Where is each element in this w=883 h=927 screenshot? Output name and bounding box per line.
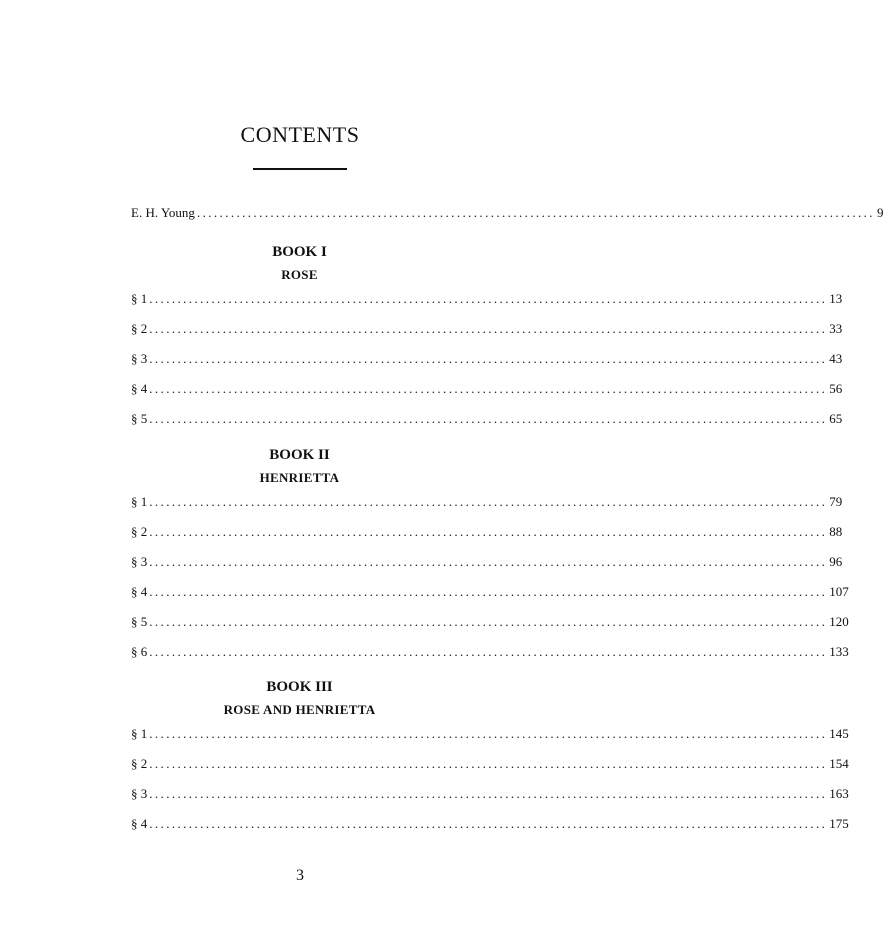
toc-entry[interactable] <box>131 584 849 614</box>
entry-page: 96 <box>829 554 843 569</box>
entry-label: § 5 <box>131 411 148 426</box>
entry-label: § 2 <box>131 321 148 336</box>
toc-entry[interactable] <box>131 524 843 554</box>
dot-leader: ........................................................................................................................ <box>149 321 828 336</box>
dot-leader: ........................................................................................................................ <box>149 816 828 831</box>
toc-entry-intro[interactable] <box>131 205 883 235</box>
entry-page: 9 <box>876 205 883 220</box>
entry-page: 107 <box>829 584 849 599</box>
toc-intro <box>131 205 883 235</box>
title-rule <box>253 168 347 170</box>
toc-entry[interactable] <box>131 614 849 644</box>
book-subtitle: ROSE <box>281 267 318 282</box>
entry-label: § 5 <box>131 614 148 629</box>
entry-label: § 1 <box>131 726 148 741</box>
toc-book-3 <box>131 668 849 846</box>
dot-leader: ........................................................................................................................ <box>149 411 828 426</box>
toc-entry[interactable] <box>131 381 843 411</box>
toc-book-1 <box>131 233 843 441</box>
toc-entry[interactable] <box>131 291 843 321</box>
toc-entry[interactable] <box>131 816 849 846</box>
entry-page: 43 <box>829 351 843 366</box>
dot-leader: ........................................................................................................................ <box>149 351 828 366</box>
entry-label: § 2 <box>131 756 148 771</box>
entry-label: § 3 <box>131 786 148 801</box>
book-heading: BOOK II <box>269 447 330 463</box>
dot-leader: ........................................................................................................................ <box>149 756 828 771</box>
entry-label: § 6 <box>131 644 148 659</box>
entry-label: § 4 <box>131 584 148 599</box>
dot-leader: ........................................................................................................................ <box>149 291 828 306</box>
book-heading: BOOK I <box>272 244 327 260</box>
dot-leader: ........................................................................................................................ <box>149 554 828 569</box>
entry-page: 65 <box>829 411 843 426</box>
page-title: CONTENTS <box>240 122 360 147</box>
book-subtitle: ROSE AND HENRIETTA <box>223 702 376 717</box>
dot-leader: ........................................................................................................................ <box>149 614 828 629</box>
entry-page: 175 <box>829 816 849 831</box>
toc-entry[interactable] <box>131 351 843 381</box>
entry-label: § 3 <box>131 351 148 366</box>
toc-entry[interactable] <box>131 786 849 816</box>
dot-leader: ........................................................................................................................ <box>149 786 828 801</box>
dot-leader: ........................................................................................................................ <box>196 205 875 220</box>
toc-entry[interactable] <box>131 494 843 524</box>
entry-page: 120 <box>829 614 849 629</box>
toc-book-2 <box>131 436 849 674</box>
toc-entry[interactable] <box>131 726 849 756</box>
dot-leader: ........................................................................................................................ <box>149 644 828 659</box>
toc-entry[interactable] <box>131 756 849 786</box>
entry-page: 154 <box>829 756 849 771</box>
dot-leader: ........................................................................................................................ <box>149 494 828 509</box>
entry-page: 133 <box>829 644 849 659</box>
dot-leader: ........................................................................................................................ <box>149 524 828 539</box>
entry-label: § 4 <box>131 381 148 396</box>
entry-page: 33 <box>829 321 843 336</box>
entry-page: 13 <box>829 291 843 306</box>
entry-page: 79 <box>829 494 843 509</box>
entry-page: 88 <box>829 524 843 539</box>
entry-page: 163 <box>829 786 849 801</box>
dot-leader: ........................................................................................................................ <box>149 381 828 396</box>
book-subtitle: HENRIETTA <box>259 470 340 485</box>
entry-label: § 3 <box>131 554 148 569</box>
page-number: 3 <box>296 867 304 884</box>
book-heading: BOOK III <box>266 679 333 695</box>
dot-leader: ........................................................................................................................ <box>149 726 828 741</box>
entry-page: 56 <box>829 381 843 396</box>
entry-label: § 1 <box>131 494 148 509</box>
entry-label: § 1 <box>131 291 148 306</box>
entry-label: § 4 <box>131 816 148 831</box>
entry-label: E. H. Young <box>131 205 195 220</box>
dot-leader: ........................................................................................................................ <box>149 584 828 599</box>
toc-entry[interactable] <box>131 321 843 351</box>
entry-page: 145 <box>829 726 849 741</box>
entry-label: § 2 <box>131 524 148 539</box>
toc-entry[interactable] <box>131 554 843 584</box>
